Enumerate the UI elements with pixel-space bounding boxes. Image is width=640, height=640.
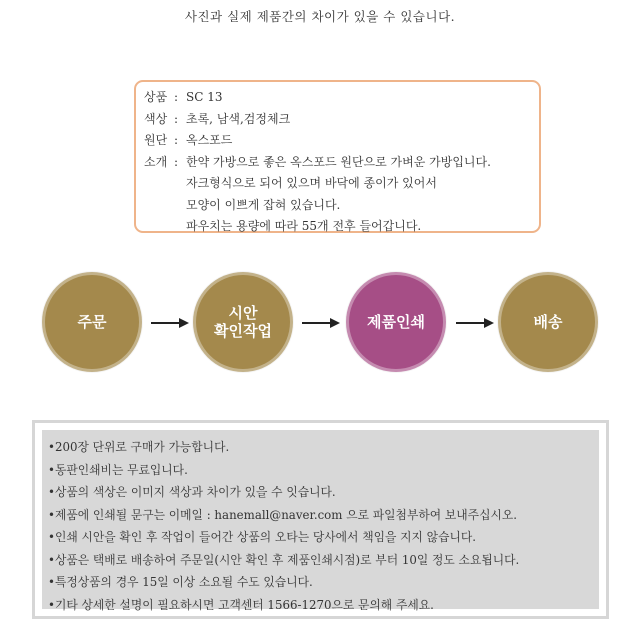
step-delivery: 배송 <box>498 272 598 372</box>
info-value: 옥스포드 <box>186 133 233 147</box>
notes-box <box>32 420 609 619</box>
right-arrow-icon <box>456 318 494 328</box>
info-label: 원단 <box>144 133 168 147</box>
list-item: •200장 단위로 구매가 가능합니다. <box>48 440 230 454</box>
process-flow <box>0 267 640 377</box>
info-row-intro: 소개 : 한약 가방으로 좋은 옥스포드 원단으로 가벼운 가방입니다. <box>144 152 539 174</box>
list-item: •특정상품의 경우 15일 이상 소요될 수도 있습니다. <box>48 575 313 589</box>
list-item: •제품에 인쇄될 문구는 이메일 : hanemall@naver.com 으로 파일첨부하여 보내주십시오. <box>48 507 518 522</box>
list-item: •상품의 색상은 이미지 색상과 차이가 있을 수 잇습니다. <box>48 485 336 499</box>
list-item: •상품은 택배로 배송하여 주문일(시안 확인 후 제품인쇄시점)로 부터 10일 정도 소요됩니다. <box>48 552 520 567</box>
info-description-line: 모양이 이쁘게 잡혀 있습니다. <box>186 197 341 212</box>
info-description-line: 자크형식으로 되어 있으며 바닥에 종이가 있어서 <box>186 176 437 190</box>
right-arrow-icon <box>302 318 340 328</box>
list-item: •인쇄 시안을 확인 후 작업이 들어간 상품의 오타는 당사에서 책임을 지지 않습니다. <box>48 530 477 544</box>
info-label: 소개 <box>144 154 168 169</box>
info-description-line: 파우치는 용량에 따라 55개 전후 들어갑니다. <box>186 219 422 233</box>
step-order: 주문 <box>42 272 142 372</box>
step-printing: 제품인쇄 <box>346 272 446 372</box>
info-label: 상품 <box>144 90 168 104</box>
info-value: 초록, 남색,검정체크 <box>186 111 291 126</box>
info-row-product: 상품 : SC 13 <box>144 87 539 109</box>
right-arrow-icon <box>151 318 189 328</box>
notice-text: 사진과 실제 제품간의 차이가 있을 수 있습니다. <box>184 9 456 24</box>
list-item: •기타 상세한 설명이 필요하시면 고객센터 1566-1270으로 문의해 주세요. <box>48 597 434 612</box>
notes-list <box>42 430 599 612</box>
list-item: •동판인쇄비는 무료입니다. <box>48 462 188 477</box>
info-value: 한약 가방으로 좋은 옥스포드 원단으로 가벼운 가방입니다. <box>186 154 491 169</box>
step-draft-review: 시안 확인작업 <box>193 272 293 372</box>
info-row-color: 색상 : 초록, 남색,검정체크 <box>144 109 539 131</box>
info-row-fabric: 원단 : 옥스포드 <box>144 130 539 152</box>
product-info-box <box>134 80 541 233</box>
info-label: 색상 <box>144 111 168 126</box>
info-value: SC 13 <box>186 90 223 104</box>
